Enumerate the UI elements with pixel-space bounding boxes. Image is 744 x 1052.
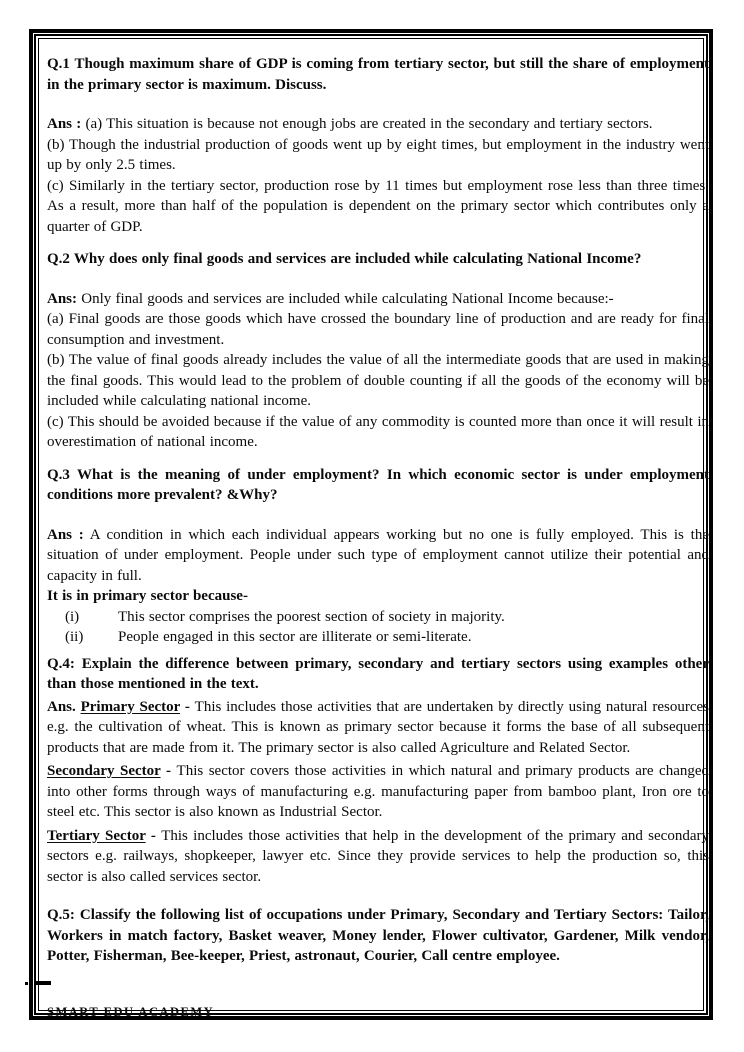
q1-answer-a-text: (a) This situation is because not enough jobs are created in the secondary and tertiary sectors.	[81, 116, 653, 132]
q2-answer-intro	[47, 289, 709, 310]
q4-secondary-sector-title: Secondary Sector	[47, 763, 161, 779]
question-q4: Q.4: Explain the difference between primary, secondary and tertiary sectors using examples other than those mentioned in the text.	[47, 655, 709, 692]
q3-list-item-1-label: (i)	[65, 608, 80, 625]
q2-answer-c: (c) This should be avoided because if the value of any commodity is counted more than once it will result in overestimation of national income.	[47, 413, 709, 450]
q2-answer-a: (a) Final goods are those goods which have crossed the boundary line of production and are ready for final consumption and investment.	[47, 311, 709, 348]
page-border-middle-line	[34, 34, 710, 1019]
question-q2: Q.2 Why does only final goods and services are included while calculating National Income?	[47, 251, 642, 267]
page-border-inner-line	[38, 38, 710, 1019]
q3-subheading: It is in primary sector because-	[47, 588, 248, 604]
footer-clipped-text: SMART EDU ACADEMY	[47, 1005, 215, 1019]
q4-primary-sector-title: Primary Sector	[80, 698, 181, 715]
q1-answer-c: (c) Similarly in the tertiary sector, production rose by 11 times but employment rose less than three times. As a result, more than half of the population is dependent on the primary sector which contributes only a quarter of GDP.	[47, 177, 709, 235]
q3-answer-text: A condition in which each individual appears working but no one is fully employed. This is the situation of under employment. People under such type of employment cannot utilize their potential and capacity in full.	[47, 526, 709, 584]
page-content	[39, 39, 710, 1019]
q2-answer-b: (b) The value of final goods already includes the value of all the intermediate goods that are used in making the final goods. This would lead to the problem of double counting if all the goods of the economy will be included while calculating national income.	[47, 352, 709, 409]
q4-secondary-sector-text: This sector covers those activities in which natural and primary products are changed into other forms through ways of manufacturing e.g. manufacturing paper from bamboo plant, Iron ore to steel etc. This sector is also known as Industrial Sector.	[47, 763, 710, 820]
q1-answer-b: (b) Though the industrial production of goods went up by eight times, but employment in the industry went up by only 2.5 times.	[47, 136, 709, 173]
q3-list-item-2-label: (ii)	[65, 629, 84, 645]
q3-list-item-1-text: This sector comprises the poorest section of society in majority.	[118, 608, 505, 625]
q1-answer-lead: Ans :	[47, 116, 82, 132]
q1-answer-a	[47, 114, 709, 135]
q4-tertiary-sector-title: Tertiary Sector	[47, 827, 146, 844]
q4-tertiary-sector-text: This includes those activities that help in the development of the primary and secondary sectors e.g. railways, shopkeeper, lawyer etc. Since they provide services to help the production so, this sector is also called services sector.	[47, 827, 709, 885]
stray-dot-mark	[25, 982, 28, 985]
q2-answer-intro-text: Only final goods and services are included while calculating National Income because:-	[77, 290, 614, 307]
stray-dash-mark	[36, 981, 51, 985]
q3-list-item-2-text: People engaged in this sector are illiterate or semi-literate.	[118, 629, 472, 645]
q3-list-item-1	[47, 607, 709, 628]
q3-answer	[47, 525, 709, 587]
question-q1: Q.1 Though maximum share of GDP is coming from tertiary sector, but still the share of employment in the primary sector is maximum. Discuss.	[47, 56, 709, 93]
question-q3: Q.3 What is the meaning of under employment? In which economic sector is under employment conditions more prevalent? &Why?	[47, 466, 709, 503]
q4-primary-sector-separator: -	[180, 698, 195, 715]
q4-secondary-sector-separator: -	[160, 763, 177, 779]
q4-primary-sector-paragraph	[47, 697, 709, 759]
document-body	[47, 54, 709, 967]
q4-tertiary-sector-paragraph	[47, 826, 709, 888]
q4-primary-sector-text: This includes those activities that are undertaken by directly using natural resources e.g. the cultivation of wheat. This is known as primary sector because it forms the base of all subsequent products that are made from it. The primary sector is also called Agriculture and Related Sector.	[47, 698, 710, 756]
q3-list-item-2	[47, 627, 709, 648]
q2-answer-lead: Ans:	[47, 290, 78, 307]
page-border-frame	[29, 29, 713, 1020]
q4-tertiary-sector-separator: -	[145, 827, 162, 844]
q4-secondary-sector-paragraph	[47, 761, 709, 823]
q4-answer-lead: Ans.	[47, 698, 81, 715]
q3-answer-lead: Ans :	[47, 526, 84, 543]
question-q5: Q.5: Classify the following list of occupations under Primary, Secondary and Tertiary Sectors: Tailor, Workers in match factory, Basket weaver, Money lender, Flower cultivator, Gardener, Milk vendor, Potter, Fisherman, Bee-keeper, Priest, astronaut, Courier, Call centre employee.	[47, 907, 709, 964]
